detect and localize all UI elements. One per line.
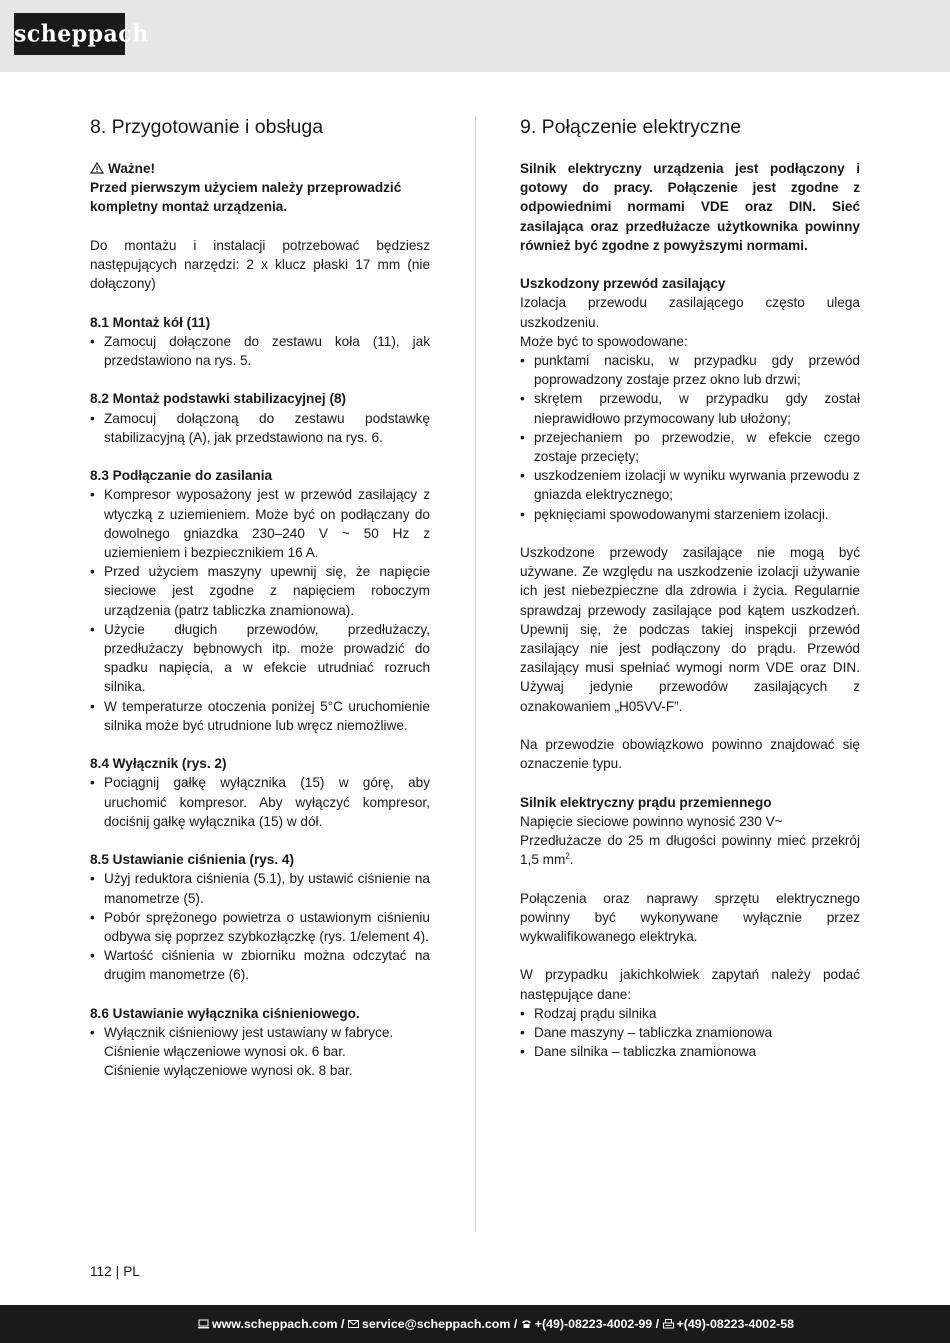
list-item: • Dane maszyny – tabliczka znamionowa (520, 1025, 773, 1041)
list-item: • Przed użyciem maszyny upewnij się, że napięcie sieciowe jest zgodne z napięciem roboczym urządzenia (patrz tabliczka znamionowa). (90, 564, 430, 618)
warning-text: Przed pierwszym użyciem należy przeprowadzić kompletny montaż urządzenia. (90, 180, 402, 215)
list-item: • pęknięciami spowodowanymi starzeniem izolacji. (520, 506, 829, 522)
warning-heading (90, 159, 430, 178)
section-title-preparation: 8. Przygotowanie i obsługa (90, 116, 324, 138)
list-item: • przejechaniem po przewodzie, w efekcie czego zostaje przecięty; (520, 429, 860, 465)
damaged-cable-p1: Izolacja przewodu zasilającego często ulega uszkodzeniu. (520, 295, 860, 330)
electrical-intro: Silnik elektryczny urządzenia jest podłączony i gotowy do pracy. Połączenie jest zgodne z odpowiednimi normami VDE oraz DIN. Sieć zasilająca oraz przedłużacze użytkownika powinny również być zgodne z powyższymi normami. (520, 161, 860, 253)
website-link[interactable]: www.scheppach.com (212, 1317, 338, 1331)
list-item: • Dane silnika – tabliczka znamionowa (520, 1044, 757, 1060)
list-8-3 (90, 485, 430, 735)
damage-causes-list (520, 351, 860, 524)
footer-band (0, 1305, 950, 1343)
heading-8-2: 8.2 Montaż podstawki stabilizacyjnej (8) (90, 391, 347, 407)
list-8-1 (90, 332, 430, 370)
list-item: • Zamocuj dołączoną do zestawu podstawkę stabilizacyjną (A), jak przedstawiono na rys. 6. (90, 410, 430, 445)
ac-motor-heading: Silnik elektryczny prądu przemiennego (520, 794, 772, 810)
intro-tools: Do montażu i instalacji potrzebować będziesz następujących narzędzi: 2 x klucz płaski 17 mm (nie dołączony) (90, 237, 430, 292)
list-item: • punktami nacisku, w przypadku gdy przewód poprowadzony zostaje przez okno lub drzwi; (520, 353, 860, 388)
damaged-cable-p4: Na przewodzie obowiązkowo powinno znajdować się oznaczenie typu. (520, 737, 860, 772)
column-divider (475, 116, 476, 1231)
mail-icon (348, 1319, 359, 1329)
ac-extension-cable: Przedłużacze do 25 m długości powinny mieć przekrój 1,5 $mm^2$. (520, 833, 860, 868)
list-item: • skrętem przewodu, w przypadku gdy został nieprawidłowo przymocowany lub ułożony; (520, 391, 860, 426)
ac-voltage: Napięcie sieciowe powinno wynosić 230 V~ (520, 813, 783, 829)
list-item: • Pociągnij gałkę wyłącznika (15) w górę, aby uruchomić kompresor. Aby wyłączyć kompresor, dociśnij gałkę wyłącznika (15) w dół. (90, 775, 430, 829)
list-item: • Kompresor wyposażony jest w przewód zasilający z wtyczką z uziemieniem. Może być on podłączany do dowolnego gniazdka 230–240 V ~ 50 Hz z uziemieniem i bezpiecznikiem 16 A. (90, 487, 430, 560)
footer-contacts: www.scheppach.com / service@scheppach.com / +(49)-08223-4002-99 / +(49)-08223-4002-58 (198, 1315, 794, 1333)
list-item: • Pobór sprężonego powietrza o ustawionym ciśnieniu odbywa się poprzez szybkozłączkę (rys. 1/element 4). (90, 909, 430, 945)
scheppach-logo: scheppach (14, 13, 125, 55)
list-item: • Rodzaj prądu silnika (520, 1005, 657, 1021)
pressure-on-line: Ciśnienie włączeniowe wynosi ok. 6 bar. (104, 1044, 346, 1060)
list-item: • W temperaturze otoczenia poniżej 5°C uruchomienie silnika może być utrudnione lub wręcz niemożliwe. (90, 698, 430, 733)
list-item: • Wyłącznik ciśnieniowy jest ustawiany w fabryce. Ciśnienie włączeniowe wynosi ok. 6 bar. Ciśnienie wyłączeniowe wynosi ok. 8 bar. (90, 1025, 394, 1079)
heading-8-5: 8.5 Ustawianie ciśnienia (rys. 4) (90, 852, 294, 868)
list-item: • uszkodzeniem izolacji w wyniku wyrwania przewodu z gniazda elektrycznego; (520, 468, 860, 503)
damaged-cable-p3: Uszkodzone przewody zasilające nie mogą być używane. Ze względu na uszkodzenie izolacji używanie ich jest niebezpieczne dla zdrowia i życia. Regularnie sprawdzaj przewody zasilające pod kątem uszkodzeń. Upewnij się, że podczas takiej inspekcji przewód zasilający nie jest podłączony do prądu. Przewód zasilający musi spełniać wymogi norm VDE oraz DIN. Używaj jedynie przewodów zasilających z oznakowaniem „H05VV-F”. (520, 545, 860, 714)
computer-icon (198, 1319, 209, 1329)
list-8-5 (90, 869, 430, 984)
inquiry-data-list (520, 1004, 860, 1062)
warning-triangle-icon (90, 162, 104, 174)
pressure-off-line: Ciśnienie wyłączeniowe wynosi ok. 8 bar. (104, 1063, 353, 1079)
phone-number: +(49)-08223-4002-99 (534, 1317, 653, 1331)
heading-8-4: 8.4 Wyłącznik (rys. 2) (90, 756, 227, 772)
fax-icon (663, 1319, 674, 1329)
heading-8-6: 8.6 Ustawianie wyłącznika ciśnieniowego. (90, 1005, 360, 1021)
fax-number: +(49)-08223-4002-58 (676, 1317, 794, 1331)
email-link[interactable]: service@scheppach.com (361, 1317, 511, 1331)
damaged-cable-p2: Może być to spowodowane: (520, 333, 688, 349)
phone-icon (521, 1319, 532, 1329)
header-band (0, 0, 950, 72)
left-column (90, 116, 430, 1081)
list-8-4 (90, 773, 430, 831)
list-item: • Użycie długich przewodów, przedłużaczy, przedłużaczy bębnowych itp. może prowadzić do spadku napięcia, a w efekcie utrudniać rozruch silnika. (90, 621, 430, 695)
ac-repairs: Połączenia oraz naprawy sprzętu elektrycznego powinny być wykonywane wyłącznie przez wykwalifikowanego elektryka. (520, 890, 860, 945)
damaged-cable-heading: Uszkodzony przewód zasilający (520, 276, 726, 292)
list-item: • Wartość ciśnienia w zbiorniku można odczytać na drugim manometrze (6). (90, 948, 430, 983)
page-number: 112 | PL (90, 1264, 140, 1279)
right-column (520, 116, 860, 1061)
list-8-6 (90, 1023, 430, 1081)
list-item: • Zamocuj dołączone do zestawu koła (11), jak przedstawiono na rys. 5. (90, 333, 430, 368)
section-title-electrical: 9. Połączenie elektryczne (520, 116, 742, 138)
warning-title: Ważne! (108, 161, 156, 176)
list-item: • Użyj reduktora ciśnienia (5.1), by ustawić ciśnienie na manometrze (5). (90, 871, 430, 906)
heading-8-3: 8.3 Podłączanie do zasilania (90, 468, 273, 484)
heading-8-1: 8.1 Montaż kół (11) (90, 314, 211, 330)
ac-inquiries: W przypadku jakichkolwiek zapytań należy podać następujące dane: (520, 967, 860, 1002)
list-8-2 (90, 409, 430, 447)
